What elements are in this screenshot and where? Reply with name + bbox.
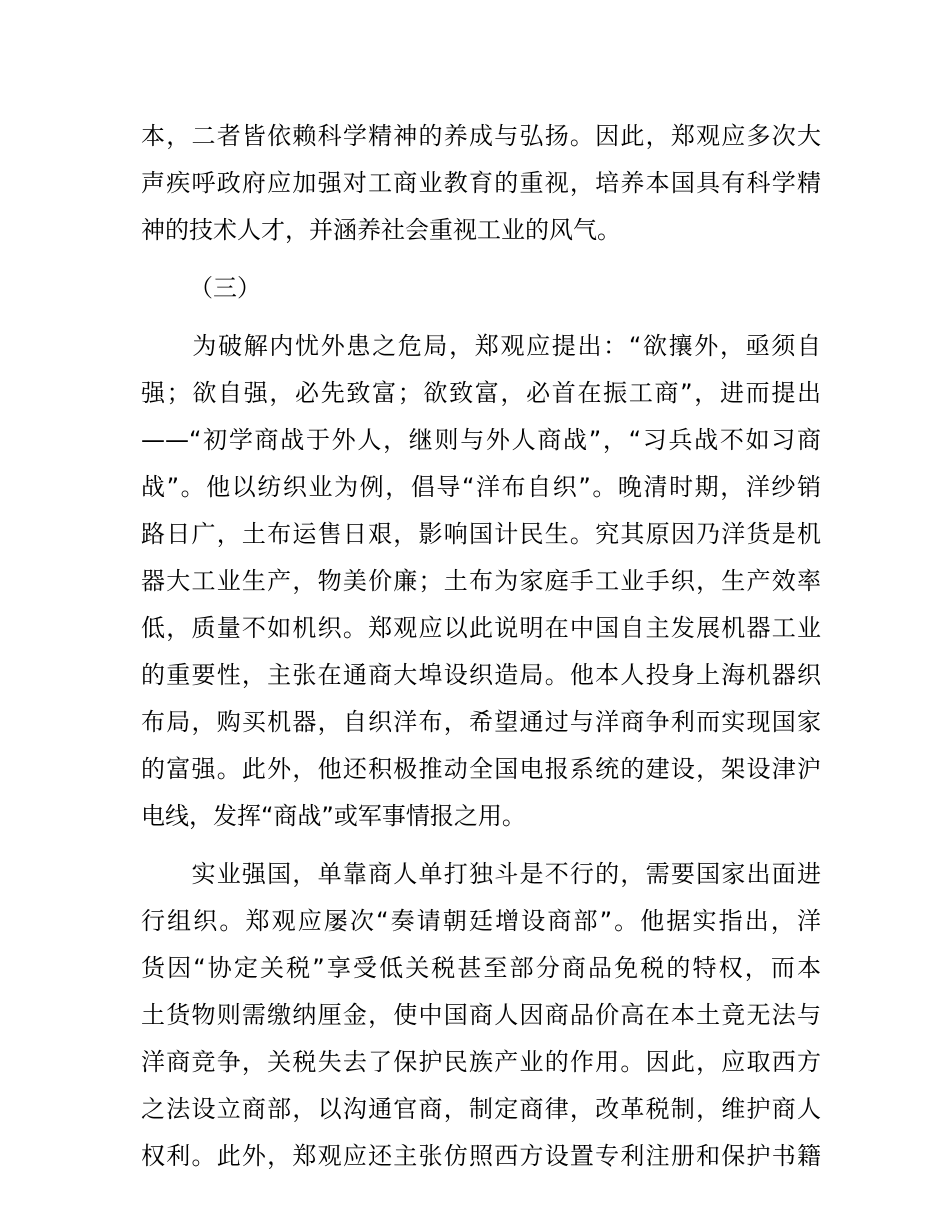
paragraph-2 — [141, 323, 821, 840]
text-line: 实业强国，单靠商人单打独斗是不行的，需要国家出面进 — [141, 860, 821, 888]
text-line: 行组织。郑观应屡次“奏请朝廷增设商部”。他据实指出，洋 — [141, 907, 821, 935]
text-line: 的重要性，主张在通商大埠设织造局。他本人投身上海机器织 — [141, 661, 821, 689]
section-heading: （三） — [189, 274, 261, 302]
paragraph-3 — [141, 851, 821, 1180]
text-line: 低，质量不如机织。郑观应以此说明在中国自主发展机器工业 — [141, 614, 821, 642]
text-line: 土货物则需缴纳厘金，使中国商人因商品价高在本土竟无法与 — [141, 1001, 821, 1029]
text-line: 洋商竞争，关税失去了保护民族产业的作用。因此，应取西方 — [141, 1048, 821, 1076]
text-line: 强；欲自强，必先致富；欲致富，必首在振工商”，进而提出 — [141, 379, 821, 407]
text-line: ——“初学商战于外人，继则与外人商战”，“习兵战不如习商 — [141, 426, 821, 454]
paragraph-spacer — [141, 840, 821, 851]
text-line: 战”。他以纺织业为例，倡导“洋布自织”。晚清时期，洋纱销 — [141, 473, 821, 501]
document-body — [141, 113, 821, 1180]
text-line: 神的技术人才，并涵养社会重视工业的风气。 — [141, 216, 621, 244]
paragraph-spacer — [141, 312, 821, 323]
text-line: 为破解内忧外患之危局，郑观应提出：“欲攘外，亟须自 — [141, 332, 821, 360]
text-line: 声疾呼政府应加强对工商业教育的重视，培养本国具有科学精 — [141, 169, 821, 197]
text-line: 本，二者皆依赖科学精神的养成与弘扬。因此，郑观应多次大 — [141, 122, 821, 150]
paragraph-1 — [141, 113, 821, 254]
text-line: 电线，发挥“商战”或军事情报之用。 — [141, 802, 526, 830]
text-line: 器大工业生产，物美价廉；土布为家庭手工业手织，生产效率 — [141, 567, 821, 595]
text-line: 权利。此外，郑观应还主张仿照西方设置专利注册和保护书籍 — [141, 1142, 821, 1170]
text-line: 货因“协定关税”享受低关税甚至部分商品免税的特权，而本 — [141, 954, 821, 982]
paragraph-spacer — [141, 254, 821, 265]
text-line: 布局，购买机器，自织洋布，希望通过与洋商争利而实现国家 — [141, 708, 821, 736]
text-line: 之法设立商部，以沟通官商，制定商律，改革税制，维护商人 — [141, 1095, 821, 1123]
text-line: 路日广，土布运售日艰，影响国计民生。究其原因乃洋货是机 — [141, 520, 821, 548]
text-line: 的富强。此外，他还积极推动全国电报系统的建设，架设津沪 — [141, 755, 821, 783]
